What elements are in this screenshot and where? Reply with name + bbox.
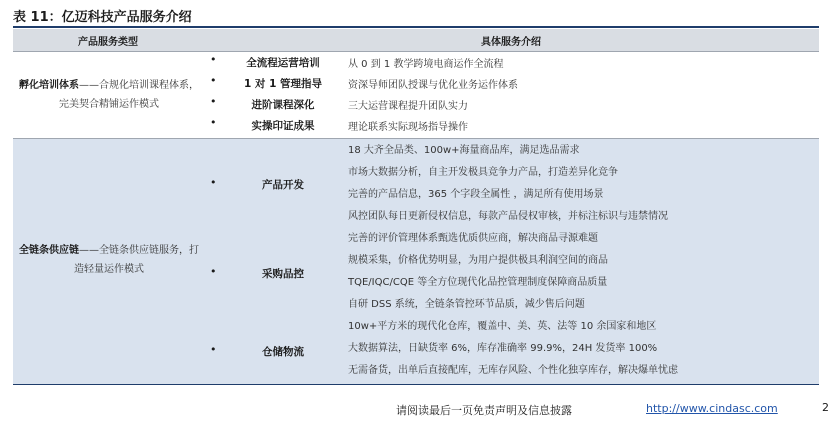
- bullet: •: [210, 176, 217, 189]
- service-detail: 从 0 到 1 教学跨境电商运作全流程: [348, 59, 504, 70]
- service-warehousing-logistics: 仓储物流: [262, 346, 304, 358]
- header-detail: 具体服务介绍: [481, 37, 541, 48]
- service-detail: 10w+平方米的现代化仓库，覆盖中、美、英、法等 10 余国家和地区: [348, 321, 657, 332]
- service-detail: 资深导师团队授课与优化业务运作体系: [348, 80, 518, 91]
- header-type: 产品服务类型: [78, 37, 138, 48]
- service-name: 全流程运营培训: [246, 57, 320, 69]
- category-supply-chain: [15, 241, 203, 279]
- service-detail: 自研 DSS 系统，全链条管控环节品质，减少售后问题: [348, 299, 585, 310]
- category-supply-chain-name: 全链条供应链: [19, 245, 79, 256]
- service-detail: 规模采集，价格优势明显，为用户提供极具利润空间的商品: [348, 255, 608, 266]
- bullet: •: [210, 53, 217, 66]
- service-detail: 风控团队每日更新侵权信息，每款产品侵权审核，并标注标识与违禁情况: [348, 211, 668, 222]
- table-title: 表 11：亿迈科技产品服务介绍: [13, 10, 192, 25]
- service-product-dev: 产品开发: [262, 179, 304, 191]
- service-detail: 市场大数据分析，自主开发极具竞争力产品，打造差异化竞争: [348, 167, 618, 178]
- service-detail: 三大运营课程提升团队实力: [348, 101, 468, 112]
- category-supply-chain-desc: ——全链条供应链服务，打造轻量运作模式: [74, 245, 199, 275]
- service-detail: 完善的产品信息，365 个字段全属性 ，满足所有使用场景: [348, 189, 604, 200]
- service-name: 1 对 1 管理指导: [243, 78, 323, 90]
- service-detail: 理论联系实际现场指导操作: [348, 122, 468, 133]
- table-row-supply-chain: [13, 139, 819, 385]
- bullet: •: [210, 265, 217, 278]
- category-incubation-desc: ——合规化培训课程体系，完美契合精铺运作模式: [59, 80, 199, 110]
- service-detail: 无需备货，出单后直接配库，无库存风险、个性化独享库存，解决爆单忧虑: [348, 365, 678, 376]
- service-detail: TQE/IQC/CQE 等全方位现代化品控管理制度保障商品质量: [348, 277, 608, 288]
- bullet: •: [210, 74, 217, 87]
- bullet: •: [210, 343, 217, 356]
- table-header-row: [13, 29, 819, 52]
- bullet: •: [210, 95, 217, 108]
- table-title-bar: [13, 4, 819, 28]
- service-detail: 完善的评价管理体系甄选优质供应商，解决商品寻源难题: [348, 233, 598, 244]
- service-detail: 大数据算法，日缺货率 6%，库存准确率 99.9%，24H 发货率 100%: [348, 343, 658, 354]
- page-number: 2: [822, 401, 829, 414]
- service-detail: 18 大齐全品类、100w+海量商品库，满足选品需求: [348, 145, 580, 156]
- bullet: •: [210, 116, 217, 129]
- service-name: 实操印证成果: [251, 120, 315, 132]
- service-name: 进阶课程深化: [251, 99, 315, 111]
- category-incubation: [15, 76, 203, 114]
- service-procurement-qc: 采购品控: [262, 268, 304, 280]
- table-row-incubation: [13, 52, 819, 139]
- footer-disclaimer: 请阅读最后一页免责声明及信息披露: [396, 404, 572, 417]
- footer-website-link[interactable]: http://www.cindasc.com: [646, 402, 778, 415]
- services-table: [13, 29, 819, 384]
- category-incubation-name: 孵化培训体系: [19, 80, 79, 91]
